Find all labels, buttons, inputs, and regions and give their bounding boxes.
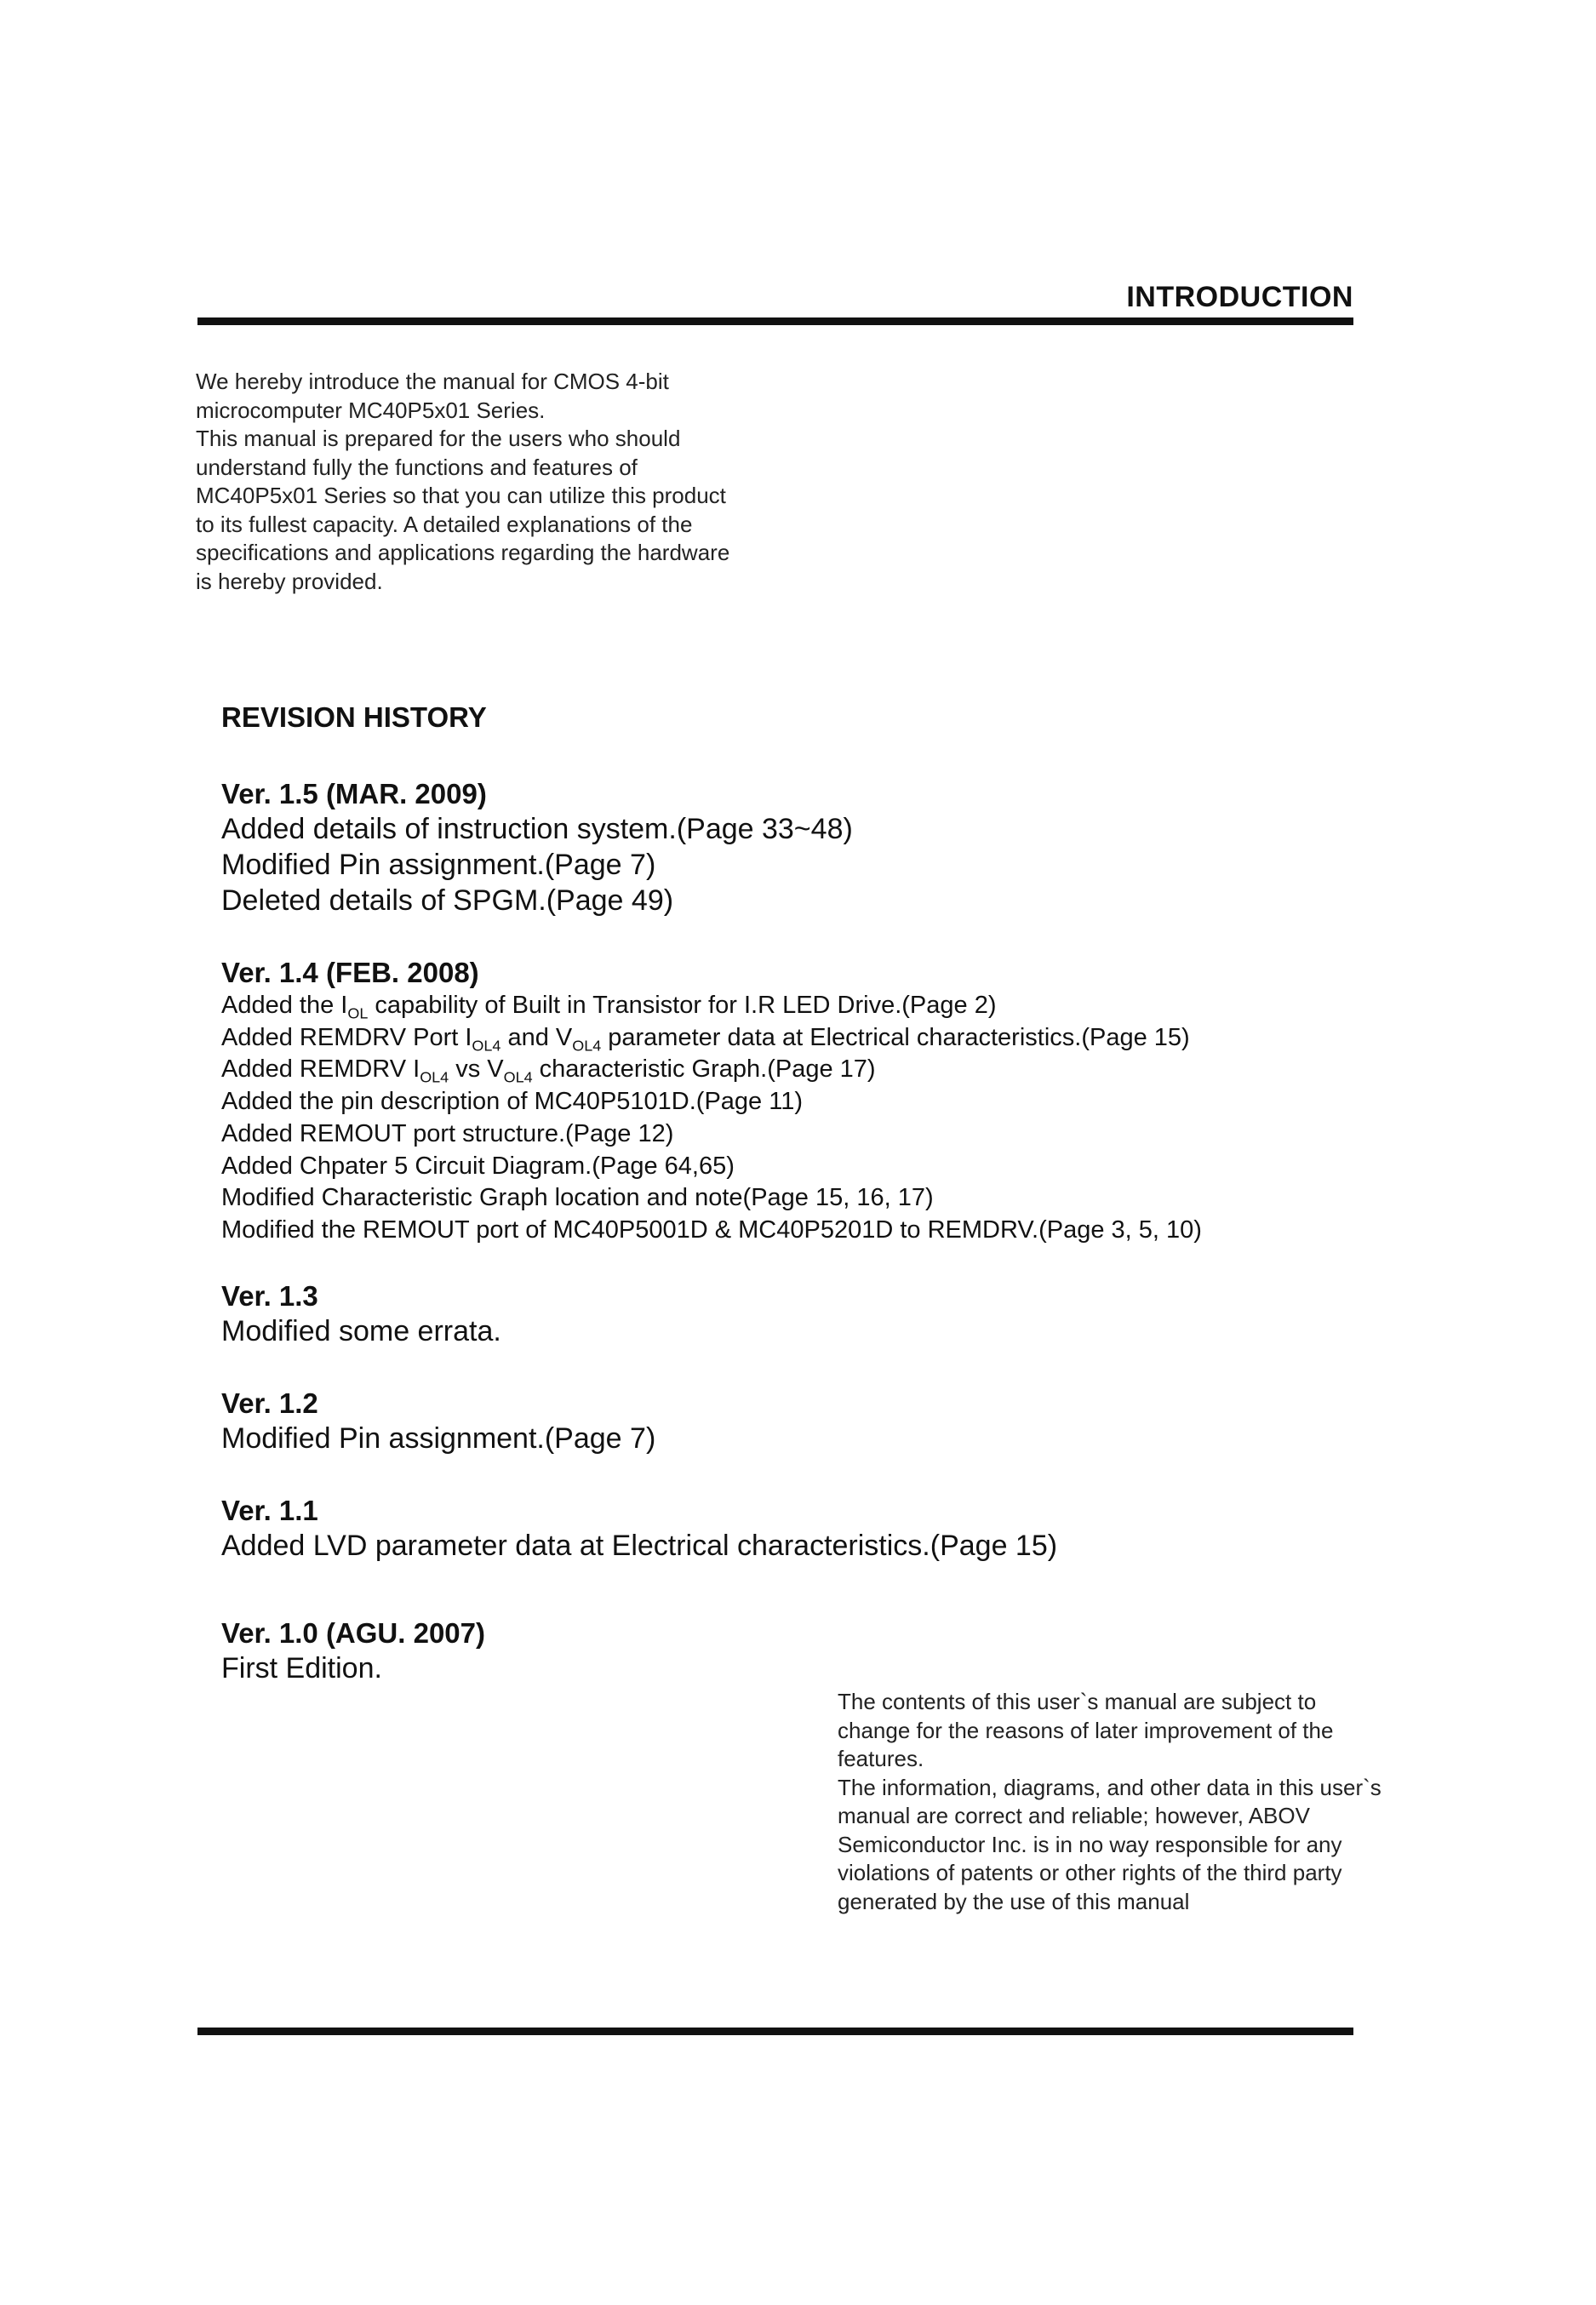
subscript: OL4 xyxy=(572,1036,602,1054)
item-text: Added REMDRV I xyxy=(221,1055,420,1084)
revision-item: Added LVD parameter data at Electrical characteristics.(Page 15) xyxy=(221,1529,1058,1562)
revision-item: First Edition. xyxy=(221,1651,382,1684)
revision-items xyxy=(221,1421,1353,1456)
bottom-divider xyxy=(197,2028,1353,2035)
revision-ver-1-1 xyxy=(221,1494,1353,1564)
revision-ver-1-3 xyxy=(221,1279,1353,1349)
item-text: and V xyxy=(501,1023,573,1051)
item-text: Added the I xyxy=(221,992,348,1019)
page-title: INTRODUCTION xyxy=(1126,281,1353,313)
subscript: OL xyxy=(347,1004,369,1022)
version-title: Ver. 1.0 (AGU. 2007) xyxy=(221,1616,486,1649)
item-text: parameter data at Electrical characteristics.(Page 15) xyxy=(601,1023,1190,1051)
revision-history-heading: REVISION HISTORY xyxy=(221,701,487,733)
intro-paragraph: This manual is prepared for the users who should understand fully the functions and features of MC40P5x01 Series so that you can utilize this product to its fullest capacity. A detailed explanations of the specifications and applications regarding the hardware is hereby provided. xyxy=(196,426,730,594)
introduction-text xyxy=(196,368,741,596)
version-title: Ver. 1.1 xyxy=(221,1494,318,1526)
disclaimer-notice xyxy=(838,1688,1382,1916)
revision-ver-1-2 xyxy=(221,1387,1353,1456)
subscript: OL4 xyxy=(503,1068,533,1086)
revision-items xyxy=(221,1313,1353,1349)
notice-paragraph: The contents of this user`s manual are subject to change for the reasons of later improvement of the features. xyxy=(838,1689,1334,1771)
revision-item xyxy=(221,1022,1353,1055)
version-title: Ver. 1.2 xyxy=(221,1387,318,1419)
revision-item xyxy=(221,990,1353,1022)
subscript: OL4 xyxy=(472,1036,501,1054)
item-text: vs V xyxy=(449,1055,504,1084)
revision-item: Added Chpater 5 Circuit Diagram.(Page 64,65) xyxy=(221,1152,735,1180)
top-divider xyxy=(197,317,1353,325)
revision-items xyxy=(221,990,1353,1247)
revision-item: Modified Characteristic Graph location and note(Page 15, 16, 17) xyxy=(221,1184,934,1212)
revision-item: Modified some errata. xyxy=(221,1314,501,1347)
revision-item: Added the pin description of MC40P5101D.(Page 11) xyxy=(221,1088,804,1116)
version-title: Ver. 1.3 xyxy=(221,1279,318,1312)
revision-items xyxy=(221,1650,1353,1686)
revision-item: Modified the REMOUT port of MC40P5001D & MC40P5201D to REMDRV.(Page 3, 5, 10) xyxy=(221,1215,1202,1244)
revision-history xyxy=(221,701,1353,1686)
revision-item: Added REMOUT port structure.(Page 12) xyxy=(221,1119,674,1147)
revision-ver-1-0 xyxy=(221,1616,1353,1686)
subscript: OL4 xyxy=(420,1068,449,1086)
intro-paragraph: We hereby introduce the manual for CMOS 4-bit microcomputer MC40P5x01 Series. xyxy=(196,369,669,423)
item-text: Added REMDRV Port I xyxy=(221,1023,472,1051)
version-title: Ver. 1.4 (FEB. 2008) xyxy=(221,957,479,988)
revision-item: Modified Pin assignment.(Page 7) xyxy=(221,1421,656,1455)
notice-paragraph: The information, diagrams, and other data in this user`s manual are correct and reliable; however, ABOV Semiconductor Inc. is in no way responsible for any violations of patents or other rights of the third party generated by the use of this manual xyxy=(838,1774,1381,1914)
revision-item: Deleted details of SPGM.(Page 49) xyxy=(221,884,674,917)
revision-ver-1-4 xyxy=(221,956,1353,1247)
revision-item: Added details of instruction system.(Page 33~48) xyxy=(221,813,853,845)
revision-item xyxy=(221,1054,1353,1086)
revision-item: Modified Pin assignment.(Page 7) xyxy=(221,849,656,881)
revision-ver-1-5 xyxy=(221,777,1353,918)
version-title: Ver. 1.5 (MAR. 2009) xyxy=(221,778,487,809)
item-text: capability of Built in Transistor for I.R LED Drive.(Page 2) xyxy=(368,992,997,1019)
revision-items xyxy=(221,811,1353,918)
item-text: characteristic Graph.(Page 17) xyxy=(532,1055,876,1084)
revision-items xyxy=(221,1528,1353,1564)
